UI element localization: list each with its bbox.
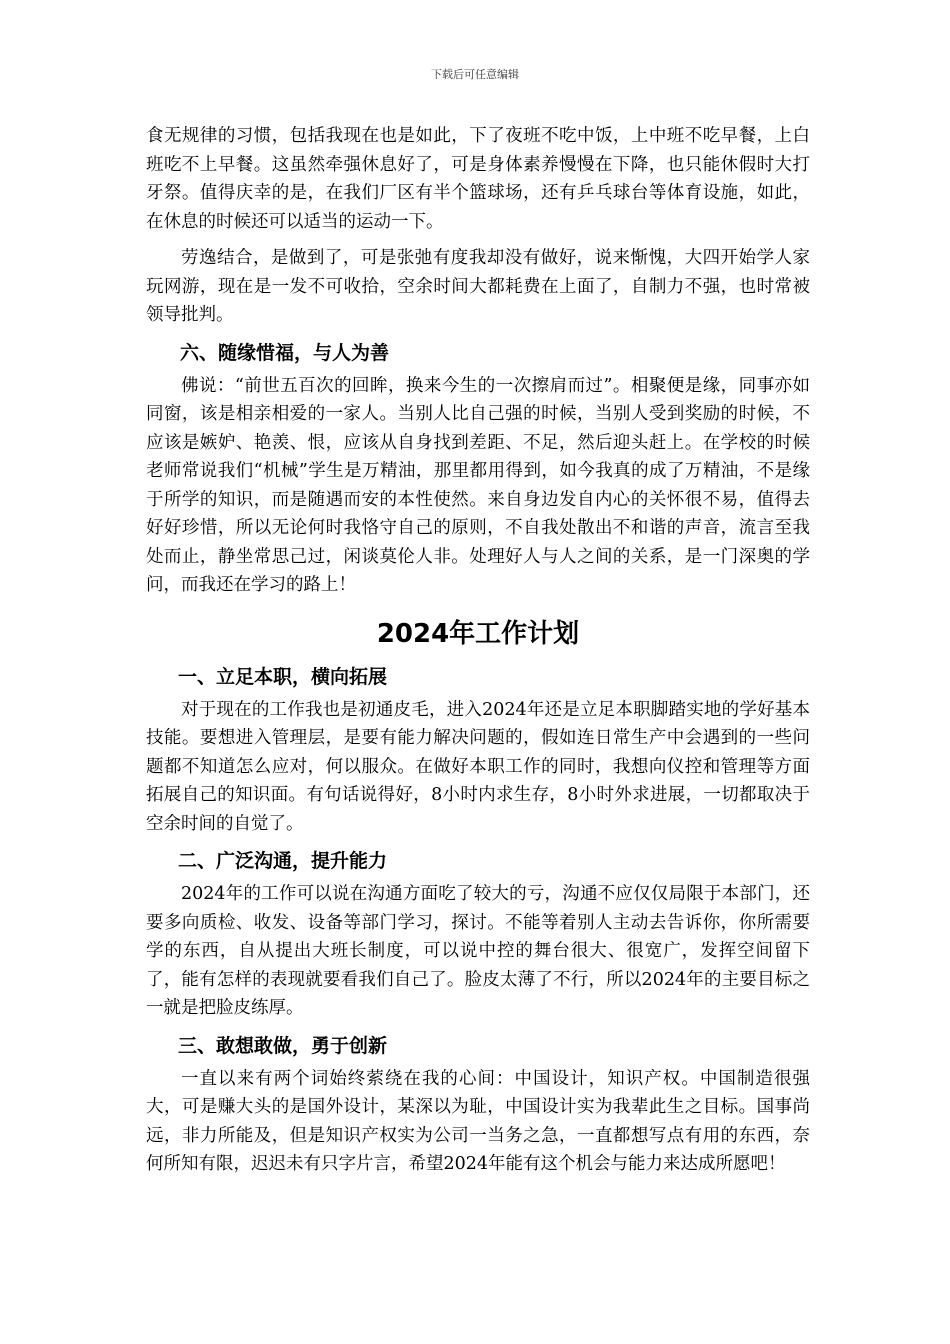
document-body <box>146 122 810 1187</box>
plan-heading-one: 一、立足本职，横向拓展 <box>178 665 388 688</box>
paragraph-work-rest-balance: 劳逸结合，是做到了，可是张弛有度我却没有做好，说来惭愧，大四开始学人家玩网游，现在是一发不可收拾，空余时间大都耗费在上面了，自制力不强，也时常被领导批判。 <box>146 248 810 325</box>
plan-paragraph-two: 2024年的工作可以说在沟通方面吃了较大的亏，沟通不应仅仅局限于本部门，还要多向质检、收发、设备等部门学习，探讨。不能等着别人主动去告诉你，你所需要学的东西，自从提出大班长制度，可以说中控的舞台很大、很宽广，发挥空间留下了，能有怎样的表现就要看我们自己了。脸皮太薄了不行，所以2024年的主要目标之一就是把脸皮练厚。 <box>146 884 810 1018</box>
plan-paragraph-one: 对于现在的工作我也是初通皮毛，进入2024年还是立足本职脚踏实地的学好基本技能。要想进入管理层，是要有能力解决问题的，假如连日常生产中会遇到的一些问题都不知道怎么应对，何以服众。在做好本职工作的同时，我想向仪控和管理等方面拓展自己的知识面。有句话说得好，8小时内求生存，8小时外求进展，一切都取决于空余时间的自觉了。 <box>146 699 810 834</box>
work-plan-title: 2024年工作计划 <box>376 618 580 649</box>
plan-heading-two: 二、广泛沟通，提升能力 <box>178 850 388 872</box>
plan-heading-three: 三、敢想敢做，勇于创新 <box>178 1034 388 1057</box>
paragraph-relationships: 佛说：“前世五百次的回眸，换来今生的一次擦肩而过”。相聚便是缘，同事亦如同窗，该是相亲相爱的一家人。当别人比自己强的时候，当别人受到奖励的时候，不应该是嫉妒、艳羡、恨，应该从自身找到差距、不足，然后迎头赶上。在学校的时候老师常说我们“机械”学生是万精油，那里都用得到，如今我真的成了万精油，不是缘于所学的知识，而是随遇而安的本性使然。来自身边发自内心的关怀很不易，值得去好好珍惜，所以无论何时我恪守自己的原则，不自我处散出不和谐的声音，流言至我处而止，静坐常思己过，闲谈莫伦人非。处理好人与人之间的关系，是一门深奥的学问，而我还在学习的路上！ <box>146 375 810 595</box>
page-header-note: 下载后可任意编辑 <box>431 68 519 81</box>
section-heading-six: 六、随缘惜福，与人为善 <box>180 341 390 364</box>
paragraph-diet-habits: 食无规律的习惯，包括我现在也是如此，下了夜班不吃中饭，上中班不吃早餐，上白班吃不上早餐。这虽然牵强休息好了，可是身体素养慢慢在下降，也只能休假时大打牙祭。值得庆幸的是，在我们厂区有半个篮球场，还有乒乓球台等体育设施，如此，在休息的时候还可以适当的运动一下。 <box>146 126 810 232</box>
plan-paragraph-three: 一直以来有两个词始终萦绕在我的心间：中国设计，知识产权。中国制造很强大，可是赚大头的是国外设计，某深以为耻，中国设计实为我辈此生之目标。国事尚远，非力所能及，但是知识产权实为公司一当务之急，一直都想写点有用的东西，奈何所知有限，迟迟未有只字片言，希望2024年能有这个机会与能力来达成所愿吧！ <box>146 1068 810 1174</box>
